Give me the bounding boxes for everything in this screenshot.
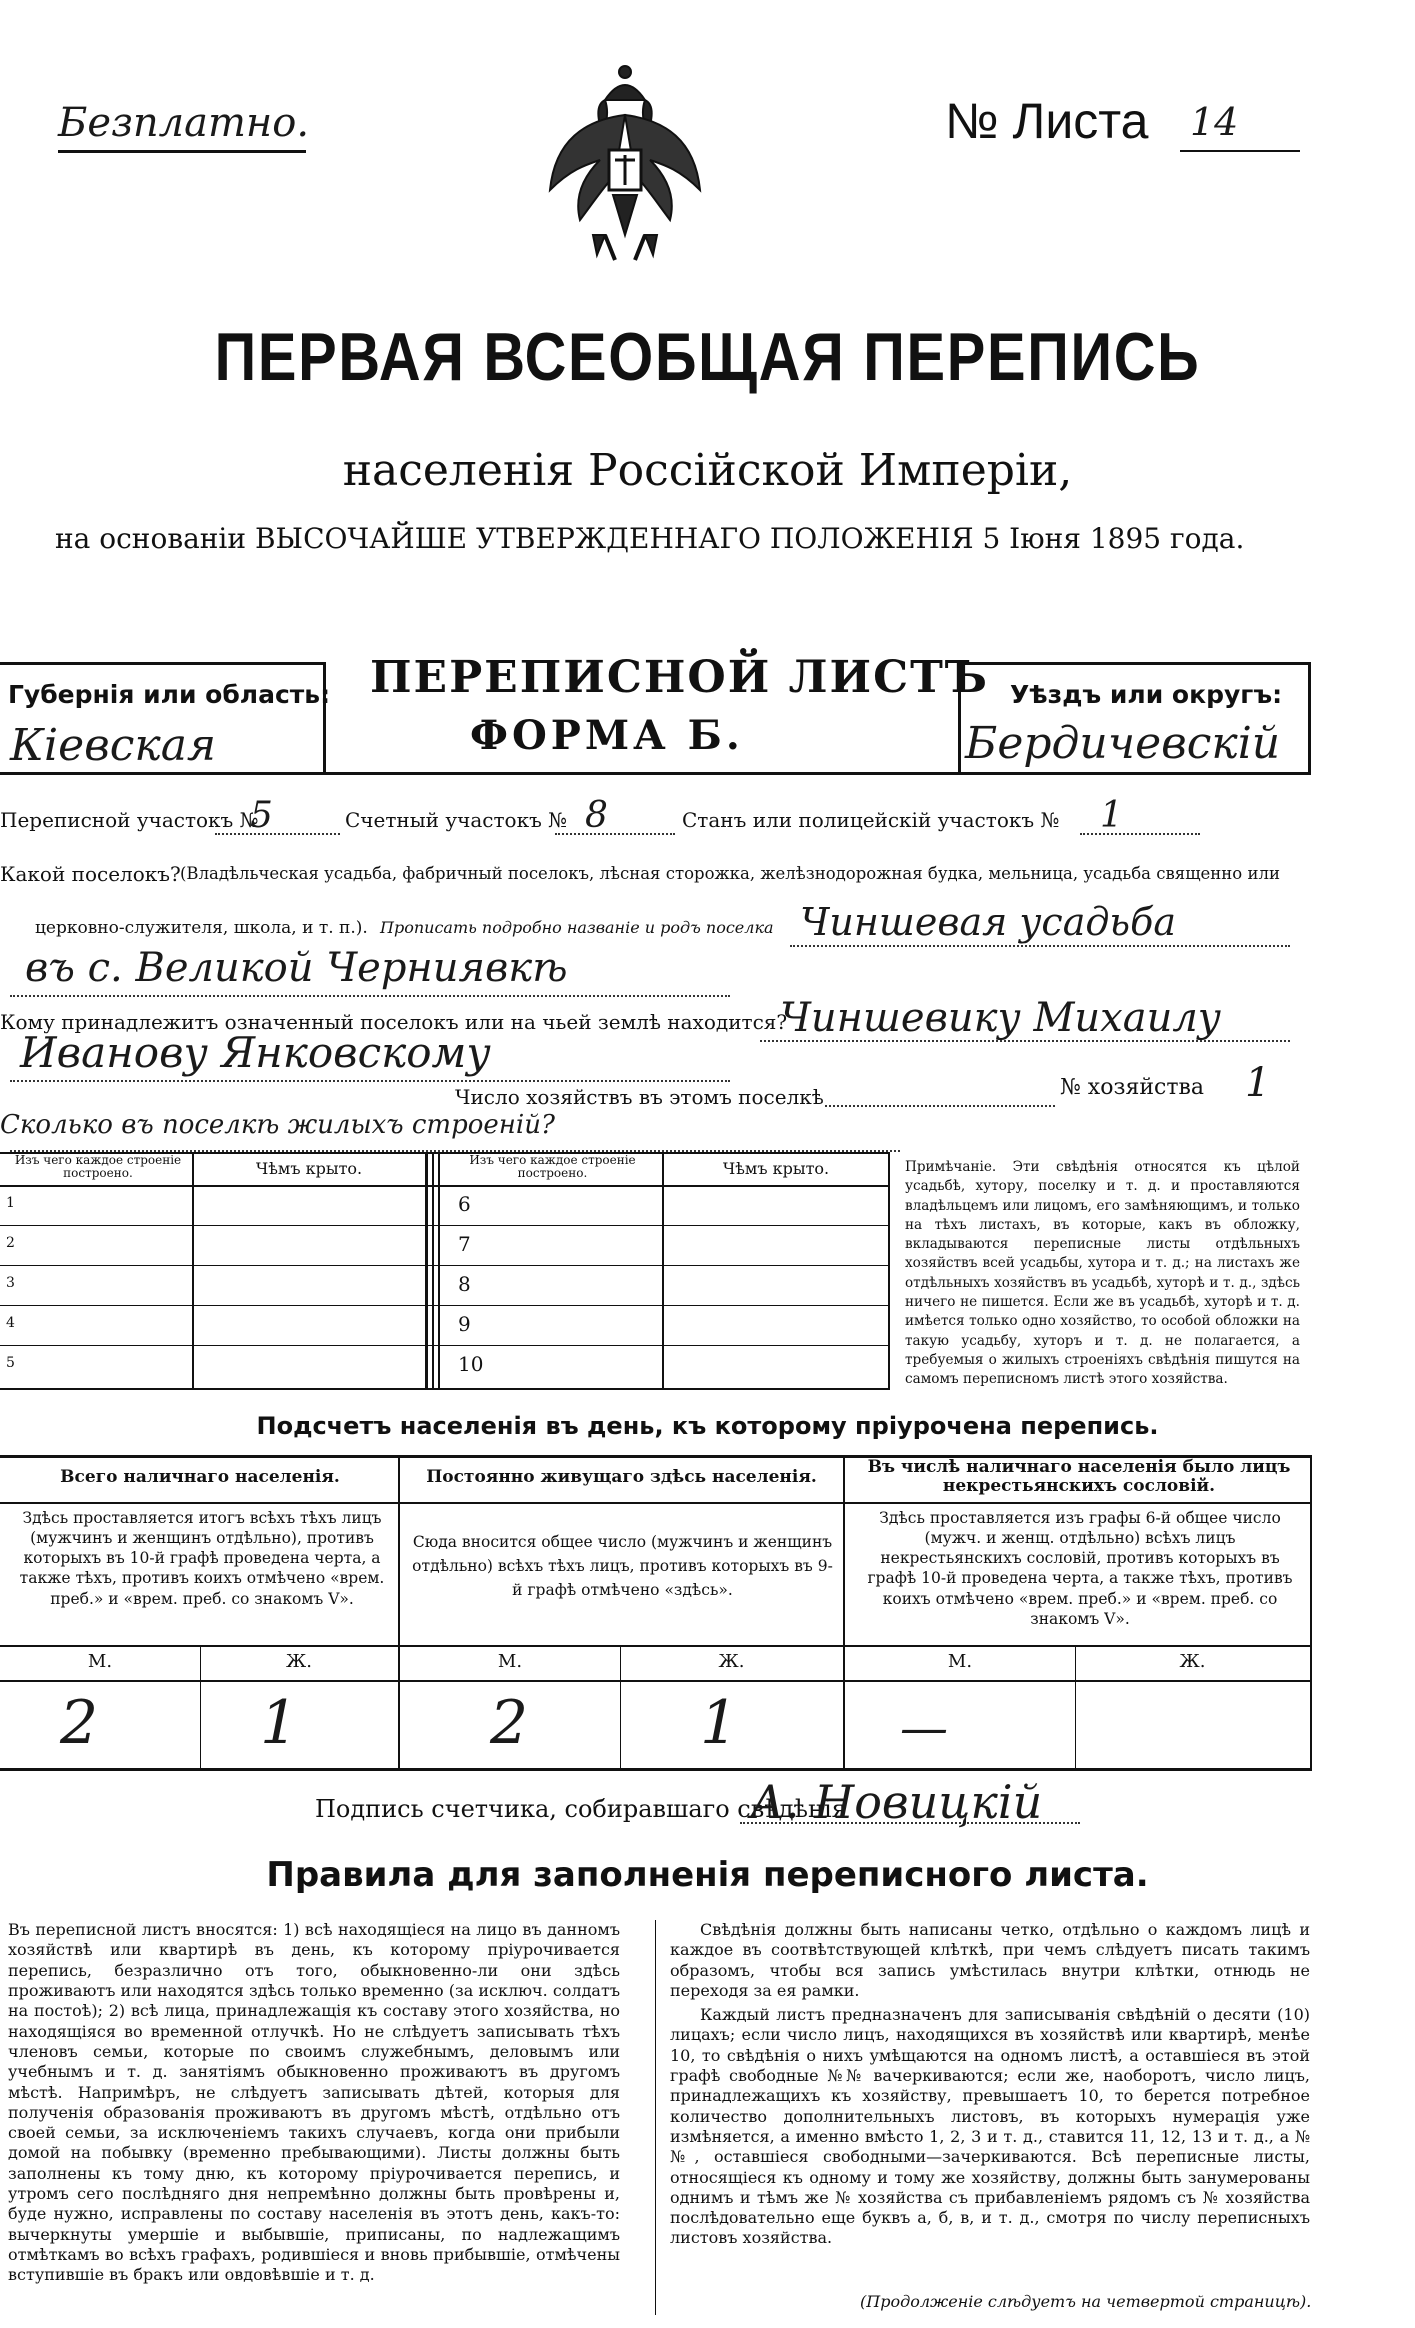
count-col3-title: Въ числѣ наличнаго населенія было лицъ некрестьянскихъ сословій. [867, 1457, 1291, 1496]
btable-v1 [192, 1152, 194, 1388]
poselok-instruction: Прописать подробно названіе и родъ поселка [380, 918, 774, 937]
btable-row-num: 6 [458, 1192, 471, 1216]
schet-value: 8 [585, 795, 608, 836]
btable-v2c [438, 1152, 440, 1388]
stan-label: Станъ или полицейскій участокъ № [682, 808, 1060, 832]
owner-value-1: Чиншевику Михаилу [780, 995, 1221, 1041]
count-zh-1: Ж. [286, 1651, 312, 1672]
form-box-top [0, 662, 325, 665]
form-box-top-right [958, 662, 1310, 665]
poselok-label: Какой поселокъ? [0, 862, 181, 886]
free-label: Безплатно. [58, 100, 310, 146]
perepis-dots [215, 833, 340, 835]
btable-row-num: 1 [6, 1195, 15, 1211]
rules-right-1: Свѣдѣнія должны быть написаны четко, отдѣльно о каждомъ лицѣ и каждое въ соотвѣтствующей клѣткѣ, при чемъ слѣдуетъ писать такимъ образомъ, чтобы вся запись умѣстилась внутри клѣтки, отнюдь не переходя за ея рамки. [670, 1920, 1310, 2000]
ctable-bottom [0, 1768, 1312, 1771]
ctable-title-bottom [0, 1502, 1312, 1504]
count-zh-3: Ж. [1179, 1651, 1206, 1672]
btable-row-line [0, 1225, 890, 1226]
sheet-no-label: № Листа [945, 93, 1149, 149]
btable-row-num: 8 [458, 1272, 471, 1296]
subtitle: населенія Россійской Имперіи, [342, 445, 1073, 496]
note-text: Примѣчаніе. Эти свѣдѣнія относятся къ цѣлой усадьбѣ, хутору, поселку и т. д. и проставляются владѣльцемъ или лицомъ, его замѣняющимъ, и только на тѣхъ листахъ, въ которые, какъ въ обложку, вкладываются переписные листы отдѣльныхъ хозяйствъ всей усадьбы, хутора и т. д.; на листахъ же отдѣльныхъ хозяйствъ въ усадьбѣ, хуторѣ и т. д., здѣсь ничего не пишется. Если же въ усадьбѣ, хуторѣ и т. д. имѣется только одно хозяйство, то особой обложки на такую усадьбу, хуторъ и т. д. не полагается, а требуемыя о жилыхъ строеніяхъ свѣдѣнія пишутся на самомъ переписномъ листѣ этого хозяйства. [905, 1159, 1300, 1388]
count-m-3: М. [947, 1651, 973, 1672]
owner-dots-2 [10, 1080, 730, 1082]
poselok-hint2: церковно-служителя, школа, и т. п.). [35, 918, 368, 938]
count-col2-title: Постоянно живущаго здѣсь населенія. [426, 1467, 817, 1487]
signature-value: А. Новицкій [750, 1775, 1043, 1829]
signature-label: Подпись счетчика, собиравшаго свѣдѣнія [315, 1795, 847, 1823]
ctable-mz-bottom [0, 1680, 1312, 1682]
sheet-no-value: 14 [1190, 100, 1239, 144]
count-col1-desc: Здѣсь проставляется итогъ всѣхъ тѣхъ лицъ (мужчинъ и женщинъ отдѣльно), противъ которыхъ въ 10-й графѣ проведена черта, а также тѣхъ, противъ коихъ отмѣчено «врем. преб.» и «врем. преб. со знакомъ V». [19, 1509, 385, 1608]
btable-v3 [662, 1152, 664, 1388]
btable-col3: Изъ чего каждое строеніе построено. [469, 1153, 636, 1181]
imperial-eagle-emblem [545, 60, 705, 275]
btable-v2b [432, 1152, 434, 1388]
count-col1-title: Всего наличнаго населенія. [60, 1467, 340, 1487]
free-underline [58, 150, 306, 153]
count-m-2: М. [497, 1651, 523, 1672]
count-value-nonpeasant-m: — [900, 1700, 948, 1756]
form-name: ПЕРЕПИСНОЙ ЛИСТЪ [370, 652, 989, 703]
btable-col1: Изъ чего каждое строеніе построено. [14, 1153, 182, 1181]
owner-label: Кому принадлежитъ означенный поселокъ или на чьей землѣ находится? [0, 1010, 788, 1034]
btable-row-line [0, 1305, 890, 1306]
rules-heading: Правила для заполненія переписного листа. [266, 1855, 1149, 1895]
form-variant: ФОРМА Б. [470, 712, 744, 759]
count-col3-desc: Здѣсь проставляется изъ графы 6-й общее число (мужч. и женщ. отдѣльно) всѣхъ лицъ некрестьянскихъ сословій, противъ которыхъ въ графѣ 10-й проведена черта, а также тѣхъ, противъ коихъ отмѣчено «врем. преб.» и «врем. преб. со знакомъ V». [867, 1509, 1293, 1628]
perepis-label: Переписной участокъ № [0, 808, 259, 832]
stan-value: 1 [1100, 795, 1123, 836]
rules-left: Въ переписной листъ вносятся: 1) всѣ находящіеся на лицо въ данномъ хозяйствѣ или квартирѣ въ день, къ которому пріурочивается перепись, безразлично отъ того, обыкновенно-ли они здѣсь проживаютъ или находятся здѣсь только временно (за исключ. солдатъ на постоѣ); 2) всѣ лица, принадлежащія къ составу этого хозяйства, но находящіяся во временной отлучкѣ. Но не слѣдуетъ записывать тѣхъ членовъ семьи, которые по своимъ служебнымъ, деловымъ или учебнымъ и т. д. занятіямъ обыкновенно проживаютъ въ другомъ мѣстѣ. Напримѣръ, не слѣдуетъ записывать дѣтей, которыя для полученія образованія проживаютъ въ другомъ мѣстѣ, отдѣльно отъ своей семьи, за исключеніемъ такихъ случаевъ, когда они прибыли домой на побывку (временно пребывающими). Листы должны быть заполнены къ тому дню, къ которому пріурочивается перепись, и утромъ сего послѣдняго дня непремѣнно должны быть провѣрены и, буде нужно, исправлены по составу населенія въ этотъ день, какъ-то: вычеркнуты умершіе и выбывшіе, приписаны, по надлежащимъ отмѣткамъ во всѣхъ графахъ, родившіеся и вновь прибывшіе, отмѣчены вступившіе въ бракъ или овдовѣвшіе и т. д. [8, 1920, 620, 2285]
btable-row-num: 7 [458, 1232, 471, 1256]
count-zh-2: Ж. [718, 1651, 745, 1672]
btable-row-num: 2 [6, 1235, 15, 1251]
rules-continued: (Продолженіе слѣдуетъ на четвертой страницѣ). [860, 2292, 1312, 2311]
stan-dots [1080, 833, 1200, 835]
count-value-total-m: 2 [60, 1688, 99, 1758]
btable-row-num: 4 [6, 1315, 15, 1331]
btable-col2: Чѣмъ крыто. [255, 1159, 363, 1178]
perepis-value: 5 [250, 795, 273, 836]
ctable-v2 [843, 1455, 845, 1770]
households-dots [825, 1105, 1055, 1107]
poselok-dots-1 [790, 945, 1290, 947]
rules-right-2: Каждый листъ предназначенъ для записыванія свѣдѣній о десяти (10) лицахъ; если число лицъ, находящихся въ хозяйствѣ или квартирѣ, менѣе 10, то свѣдѣнія о нихъ умѣщаются на одномъ листѣ, а оставшіеся въ этой графѣ свободные №№ вачеркиваются; если же, наоборотъ, число лицъ, принадлежащихъ къ хозяйству, превышаетъ 10, то берется потребное количество дополнительныхъ листовъ, въ которыхъ нумерація уже измѣняется, а именно вмѣсто 1, 2, 3 и т. д., ставится 11, 12, 13 и т. д., а №№, оставшіеся свободными—зачеркиваются. Всѣ переписные листы, относящіеся къ одному и тому же хозяйству, должны быть занумерованы однимъ и тѣмъ же № хозяйства съ прибавленіемъ рядомъ съ № хозяйства послѣдовательно еще буквъ а, б, в, и т. д., смотря по числу переписныхъ листовъ хозяйства. [670, 2005, 1310, 2248]
btable-row-num: 3 [6, 1275, 15, 1291]
schet-dots [555, 833, 675, 835]
btable-v4 [888, 1152, 890, 1388]
btable-row-line [0, 1345, 890, 1346]
form-box-left-divider [323, 662, 326, 774]
basis-line: на основаніи ВЫСОЧАЙШЕ УТВЕРЖДЕННАГО ПОЛОЖЕНІЯ 5 Іюня 1895 года. [55, 522, 1245, 555]
poselok-value-1: Чиншевая усадьба [800, 900, 1176, 944]
poselok-hint: (Владѣльческая усадьба, фабричный поселокъ, лѣсная сторожка, желѣзнодорожная будка, мельница, усадьба священно или [180, 864, 1280, 883]
form-box-right-edge [1308, 662, 1311, 774]
count-col2-desc: Сюда вносится общее число (мужчинъ и женщинъ отдѣльно) всѣхъ тѣхъ лицъ, противъ которыхъ въ 9-й графѣ отмѣчено «здѣсь». [412, 1533, 833, 1600]
main-title: ПЕРВАЯ ВСЕОБЩАЯ ПЕРЕПИСЬ [214, 319, 1201, 395]
household-no-value: 1 [1245, 1060, 1271, 1106]
schet-label: Счетный участокъ № [345, 808, 568, 832]
count-m-1: М. [87, 1651, 113, 1672]
households-label: Число хозяйствъ въ этомъ поселкѣ [455, 1085, 824, 1109]
count-value-perm-m: 2 [490, 1688, 529, 1758]
gubernia-label: Губернія или область: [8, 680, 331, 709]
btable-col4: Чѣмъ крыто. [722, 1159, 830, 1178]
count-heading: Подсчетъ населенія въ день, къ которому пріурочена перепись. [256, 1412, 1159, 1440]
btable-v2a [425, 1152, 428, 1388]
poselok-dots-2 [10, 995, 730, 997]
uezd-value: Бердичевскій [965, 718, 1281, 769]
poselok-value-2: въ с. Великой Черниявкѣ [25, 945, 568, 991]
gubernia-value: Кіевская [10, 720, 217, 771]
btable-row-num: 10 [458, 1352, 484, 1376]
count-value-perm-zh: 1 [700, 1688, 739, 1758]
household-no-label: № хозяйства [1060, 1075, 1204, 1100]
owner-value-2: Иванову Янковскому [20, 1028, 491, 1077]
uezd-label: Уѣздъ или округъ: [1010, 680, 1283, 709]
ctable-v1 [398, 1455, 400, 1770]
ctable-mz-top [0, 1645, 1312, 1647]
count-value-total-zh: 1 [260, 1688, 299, 1758]
form-box-bottom [0, 772, 1311, 775]
buildings-label: Сколько въ поселкѣ жилыхъ строеній? [0, 1110, 555, 1140]
btable-header-bottom [0, 1185, 890, 1187]
ctable-v3 [1310, 1455, 1312, 1770]
owner-dots-1 [760, 1040, 1290, 1042]
btable-row-line [0, 1265, 890, 1266]
rules-divider [655, 1920, 656, 2315]
sheet-no-underline [1180, 150, 1300, 152]
btable-row-num: 5 [6, 1355, 15, 1371]
btable-bottom [0, 1388, 890, 1390]
btable-row-num: 9 [458, 1312, 471, 1336]
